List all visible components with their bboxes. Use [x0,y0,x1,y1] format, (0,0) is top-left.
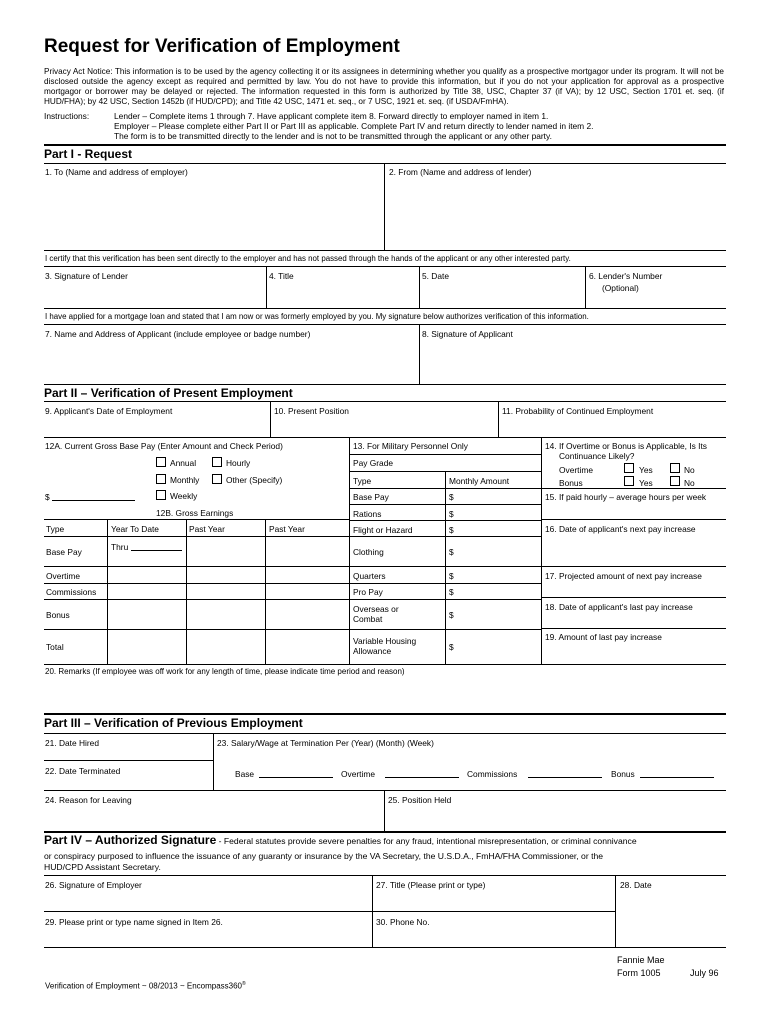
col-past-year-1: Past Year [189,524,225,534]
field-3-label: 3. Signature of Lender [45,271,128,281]
registered-mark: ® [242,981,246,987]
divider [44,163,726,164]
part4-header: Part IV – Authorized Signature [44,833,217,847]
divider [213,733,214,790]
row-base-pay: Base Pay [46,547,82,557]
field-26-label: 26. Signature of Employer [45,880,142,890]
field-14-continuance: Continuance Likely? [559,451,635,461]
instructions-line-2: Employer – Please complete either Part II or Part III as applicable. Complete Part IV and return directly to lender named in item 2. [114,121,594,131]
divider [498,401,499,437]
monthly-amount-label: Monthly Amount [449,476,510,486]
divider [107,519,108,664]
divider [44,144,726,146]
field-24-label: 24. Reason for Leaving [45,795,132,805]
field-6-label: 6. Lender's Number [589,271,663,281]
divider [44,790,726,791]
present-position-input[interactable] [272,418,496,435]
divider [349,504,541,505]
divider [541,597,726,598]
mil-base-pay: Base Pay [353,492,389,502]
commissions-salary-input[interactable] [528,777,602,778]
mil-quarters: Quarters [353,571,386,581]
mil-overseas: Overseas or [353,604,399,614]
divider [419,266,420,308]
field-6-optional: (Optional) [602,283,639,293]
mil-dollar: $ [449,587,454,597]
divider [44,947,726,948]
part4-statement [44,834,637,847]
col-year-to-date: Year To Date [111,524,159,534]
divider [349,599,541,600]
mil-combat: Combat [353,614,383,624]
mil-dollar: $ [449,492,454,502]
yes-label: Yes [639,465,653,475]
reason-for-leaving-input[interactable] [45,807,382,829]
col-type: Type [46,524,65,534]
field-13-label: 13. For Military Personnel Only [353,441,468,451]
divider [44,875,726,876]
remarks-input[interactable] [45,680,724,710]
base-salary-input[interactable] [259,777,333,778]
position-held-input[interactable] [386,807,724,829]
part3-header: Part III – Verification of Previous Employment [44,716,303,730]
divider [384,163,385,250]
field-28-label: 28. Date [620,880,652,890]
mil-clothing: Clothing [353,547,384,557]
footer-fannie-mae: Fannie Mae [617,955,665,965]
employer-address-input[interactable] [45,178,382,248]
lender-signature-input[interactable] [45,284,263,306]
base-label: Base [235,769,255,779]
divider [541,628,726,629]
field-12a-label: 12A. Current Gross Base Pay (Enter Amount and Check Period) [45,441,283,451]
field-29-label: 29. Please print or type name signed in Item 26. [45,917,223,927]
divider [44,760,213,761]
mil-type-label: Type [353,476,372,486]
field-8-label: 8. Signature of Applicant [422,329,513,339]
field-4-label: 4. Title [269,271,294,281]
divider [541,519,726,520]
lender-date-input[interactable] [421,284,582,306]
yes-label: Yes [639,478,653,488]
field-9-label: 9. Applicant's Date of Employment [45,406,173,416]
privacy-notice: Privacy Act Notice: This information is to be used by the agency collecting it or its assignees in determining whether you qualify as a prospective mortgagor under its program. It will not be disclosed outside the agency except as required and permitted by law. You do not have to provide this information, but if you do not your application for approval as a prospective mortgagor or borrower may be delayed or rejected. The information requested in this form is authorized by Title 38, USC, Chapter 37 (if VA); by 12 USC, Section 1701 et. seq. (if HUD/FHA); by 42 USC, Section 1452b (if HUD/CPD); and Title 42 USC, 1471 et. seq., or 7 USC, 1921 et. seq. (if USDA/FmHA). [44,67,724,106]
divider [44,583,349,584]
footer-form-number: Form 1005 [617,968,661,978]
applied-statement: I have applied for a mortgage loan and stated that I am now or was formerly employed by you. My signature below authorizes verification of this information. [45,312,589,321]
divider [44,324,726,325]
divider [44,437,726,438]
field-22-label: 22. Date Terminated [45,766,121,776]
field-25-label: 25. Position Held [388,795,452,805]
footer-form-date: July 96 [690,968,719,978]
divider [615,875,616,947]
divider [384,790,385,831]
field-12b-label: 12B. Gross Earnings [156,508,234,518]
field-5-label: 5. Date [422,271,450,281]
pay-grade-label: Pay Grade [353,458,394,468]
divider [585,266,586,308]
row-commissions: Commissions [46,587,97,597]
employer-date-input[interactable] [617,892,724,944]
divider [44,250,726,251]
bonus-label: Bonus [559,478,583,488]
field-27-label: 27. Title (Please print or type) [376,880,486,890]
mil-dollar: $ [449,610,454,620]
hourly-label: Hourly [226,458,251,468]
field-1-label: 1. To (Name and address of employer) [45,167,188,177]
field-11-label: 11. Probability of Continued Employment [502,406,654,416]
field-7-label: 7. Name and Address of Applicant (include employee or badge number) [45,329,311,339]
phone-input[interactable] [374,929,613,945]
instructions-line-1: Lender – Complete items 1 through 7. Have applicant complete item 8. Forward directly to employer named in item 1. [114,111,549,121]
printed-name-input[interactable] [45,929,369,945]
mil-dollar: $ [449,571,454,581]
divider [44,536,349,537]
divider [265,519,266,664]
divider [349,583,541,584]
field-16-label: 16. Date of applicant's next pay increase [545,524,696,534]
bonus-salary-input[interactable] [640,777,714,778]
divider [270,401,271,437]
divider [44,599,349,600]
statute-text-a: - Federal statutes provide severe penalties for any fraud, intentional misrepresentation, or criminal connivance [216,836,637,846]
mil-pro-pay: Pro Pay [353,587,383,597]
divider [349,520,541,521]
ot-label: Overtime [559,465,593,475]
divider [541,488,726,489]
applicant-signature-input[interactable] [421,341,724,382]
bonus-label: Bonus [611,769,635,779]
instructions-label: Instructions: [44,111,90,121]
footer-version [45,981,246,991]
weekly-label: Weekly [170,491,198,501]
other-checkbox[interactable] [212,474,222,484]
mil-dollar: $ [449,642,454,652]
base-pay-amount-input[interactable] [52,500,135,501]
divider [419,324,420,384]
overtime-yes-checkbox[interactable] [624,463,634,473]
employer-title-input[interactable] [374,892,613,909]
divider [44,266,726,267]
bonus-no-checkbox[interactable] [670,476,680,486]
lender-title-input[interactable] [268,284,416,306]
statute-text-c: HUD/CPD Assistant Secretary. [44,862,161,872]
mil-variable-housing: Variable Housing [353,636,417,646]
divider [349,488,541,489]
mil-allowance: Allowance [353,646,392,656]
field-14-label: 14. If Overtime or Bonus is Applicable, Is Its [545,441,707,451]
field-18-label: 18. Date of applicant's last pay increase [545,602,693,612]
annual-checkbox[interactable] [156,457,166,467]
divider [44,566,349,567]
field-30-label: 30. Phone No. [376,917,430,927]
divider [44,629,349,630]
divider [186,519,187,664]
divider [349,566,541,567]
employment-date-input[interactable] [45,418,267,435]
row-overtime: Overtime [46,571,80,581]
field-15-label: 15. If paid hourly – average hours per week [545,492,707,502]
divider [541,566,726,567]
col-past-year-2: Past Year [269,524,305,534]
divider [44,664,726,665]
weekly-checkbox[interactable] [156,490,166,500]
field-23-label: 23. Salary/Wage at Termination Per (Year) (Month) (Week) [217,738,434,748]
continued-employment-input[interactable] [500,418,724,435]
divider [349,536,541,537]
divider [349,454,541,455]
annual-label: Annual [170,458,197,468]
employer-signature-input[interactable] [45,892,369,909]
mil-dollar: $ [449,509,454,519]
thru-label: Thru [111,542,129,552]
divider [44,713,726,715]
field-17-label: 17. Projected amount of next pay increase [545,571,702,581]
divider [44,401,726,402]
no-label: No [684,478,695,488]
instructions-line-3: The form is to be transmitted directly to the lender and is not to be transmitted through the applicant or any other party. [114,131,552,141]
no-label: No [684,465,695,475]
divider [445,471,446,664]
divider [541,437,542,664]
mil-dollar: $ [449,525,454,535]
lender-address-input[interactable] [386,178,724,248]
hourly-checkbox[interactable] [212,457,222,467]
divider [44,384,726,385]
field-21-label: 21. Date Hired [45,738,99,748]
overtime-label: Overtime [341,769,375,779]
part2-header: Part II – Verification of Present Employment [44,386,293,400]
divider [44,733,726,734]
mil-rations: Rations [353,509,382,519]
overtime-no-checkbox[interactable] [670,463,680,473]
row-bonus: Bonus [46,610,70,620]
base-pay-dollar-sign: $ [45,492,50,502]
mil-dollar: $ [449,547,454,557]
row-total: Total [46,642,64,652]
certify-statement: I certify that this verification has been sent directly to the employer and has not passed through the hands of the applicant or any other interested party. [45,254,571,263]
mil-flight-hazard: Flight or Hazard [353,525,413,535]
part1-header: Part I - Request [44,147,133,161]
other-label: Other (Specify) [226,475,283,485]
divider [349,629,541,630]
divider [44,308,726,309]
footer-version-text: Verification of Employment ~ 08/2013 ~ Encompass360 [45,981,243,991]
field-19-label: 19. Amount of last pay increase [545,632,662,642]
divider [44,519,349,520]
thru-date-input[interactable] [131,550,182,551]
bonus-yes-checkbox[interactable] [624,476,634,486]
lender-number-input[interactable] [587,295,724,307]
divider [44,911,615,912]
overtime-salary-input[interactable] [385,777,459,778]
monthly-checkbox[interactable] [156,474,166,484]
field-10-label: 10. Present Position [274,406,349,416]
page-title: Request for Verification of Employment [44,36,400,57]
divider [266,266,267,308]
field-20-label: 20. Remarks (If employee was off work for any length of time, please indicate time period and reason) [45,667,405,676]
commissions-label: Commissions [467,769,518,779]
field-2-label: 2. From (Name and address of lender) [389,167,532,177]
applicant-address-input[interactable] [45,341,417,382]
statute-text-b: or conspiracy purposed to influence the issuance of any guaranty or insurance by the VA Secretary, the U.S.D.A., FmHA/FHA Commissioner, or the [44,851,604,861]
monthly-label: Monthly [170,475,200,485]
